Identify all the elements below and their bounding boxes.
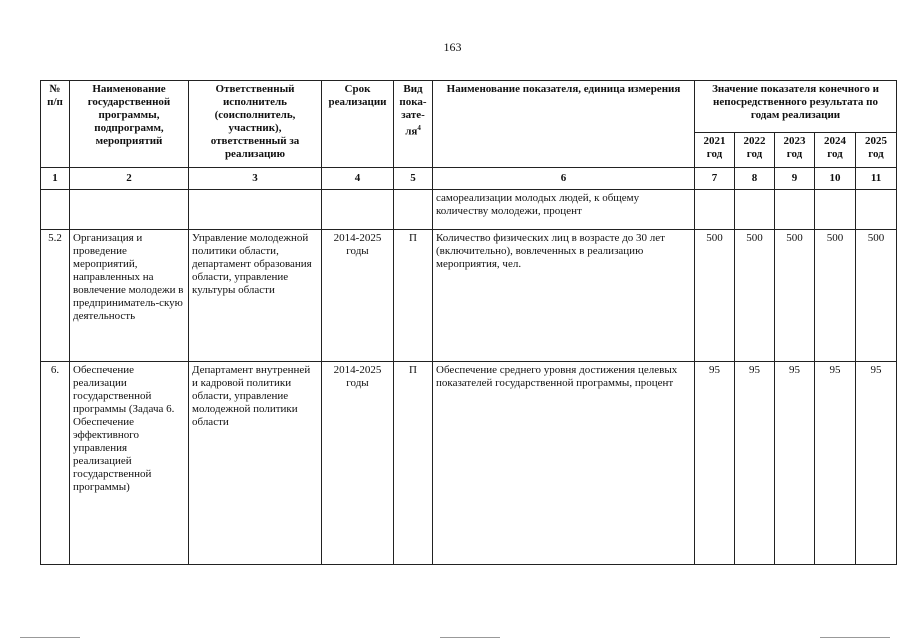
page-number: 163 [443,40,462,54]
row-value: 500 [775,230,815,362]
row-value [856,190,897,230]
row-executor: Управление молодежной политики области, департамент образования области, управление культуры области [189,230,322,362]
column-number: 7 [695,168,735,190]
indicators-table [40,80,897,565]
column-number: 5 [394,168,433,190]
column-number: 3 [189,168,322,190]
header-term: Срок реализации [322,81,394,168]
header-values: Значение показателя конечного и непосредственного результата по годам реализации [695,81,897,133]
row-value: 95 [775,362,815,565]
row-type: П [394,230,433,362]
row-indicator: Количество физических лиц в возрасте до 30 лет (включительно), вовлеченных в реализацию мероприятия, чел. [433,230,695,362]
column-number: 9 [775,168,815,190]
header-type-label: Вид пока-зате-ля [399,83,427,138]
row-value [775,190,815,230]
scan-edge-mark [20,637,80,638]
header-year: 2021 год [695,133,735,168]
column-number: 1 [41,168,70,190]
row-value: 95 [695,362,735,565]
header-type [394,81,433,168]
row-name [70,190,189,230]
row-type [394,190,433,230]
header-indicator: Наименование показателя, единица измерения [433,81,695,168]
scan-edge-mark [440,637,500,638]
header-year: 2023 год [775,133,815,168]
row-value: 500 [695,230,735,362]
row-indicator: Обеспечение среднего уровня достижения целевых показателей государственной программы, процент [433,362,695,565]
row-term [322,190,394,230]
table-row [41,230,897,362]
column-number: 8 [735,168,775,190]
row-indicator: самореализации молодых людей, к общему количеству молодежи, процент [433,190,695,230]
row-value: 500 [815,230,856,362]
row-value [695,190,735,230]
header-year: 2024 год [815,133,856,168]
column-numbers-row [41,168,897,190]
row-term: 2014-2025 годы [322,362,394,565]
header-year: 2025 год [856,133,897,168]
row-num: 5.2 [41,230,70,362]
row-executor: Департамент внутренней и кадровой политики области, управление молодежной политики области [189,362,322,565]
column-number: 2 [70,168,189,190]
row-executor [189,190,322,230]
table-row [41,362,897,565]
row-name: Обеспечение реализации государственной программы (Задача 6. Обеспечение эффективного управления реализацией государственной программы) [70,362,189,565]
row-num: 6. [41,362,70,565]
row-value: 95 [815,362,856,565]
row-value [815,190,856,230]
row-term: 2014-2025 годы [322,230,394,362]
header-type-footnote: 4 [417,124,421,132]
row-num [41,190,70,230]
header-num: № п/п [41,81,70,168]
row-value: 95 [735,362,775,565]
column-number: 4 [322,168,394,190]
scan-edge-mark [820,637,890,638]
column-number: 6 [433,168,695,190]
row-value: 500 [735,230,775,362]
header-name: Наименование государственной программы, подпрограмм, мероприятий [70,81,189,168]
header-executor: Ответственный исполнитель (соисполнитель, участник), ответственный за реализацию [189,81,322,168]
row-name: Организация и проведение мероприятий, направленных на вовлечение молодежи в предприниматель-скую деятельность [70,230,189,362]
row-type: П [394,362,433,565]
row-value: 95 [856,362,897,565]
column-number: 11 [856,168,897,190]
header-year: 2022 год [735,133,775,168]
row-value [735,190,775,230]
column-number: 10 [815,168,856,190]
table-row [41,190,897,230]
row-value: 500 [856,230,897,362]
